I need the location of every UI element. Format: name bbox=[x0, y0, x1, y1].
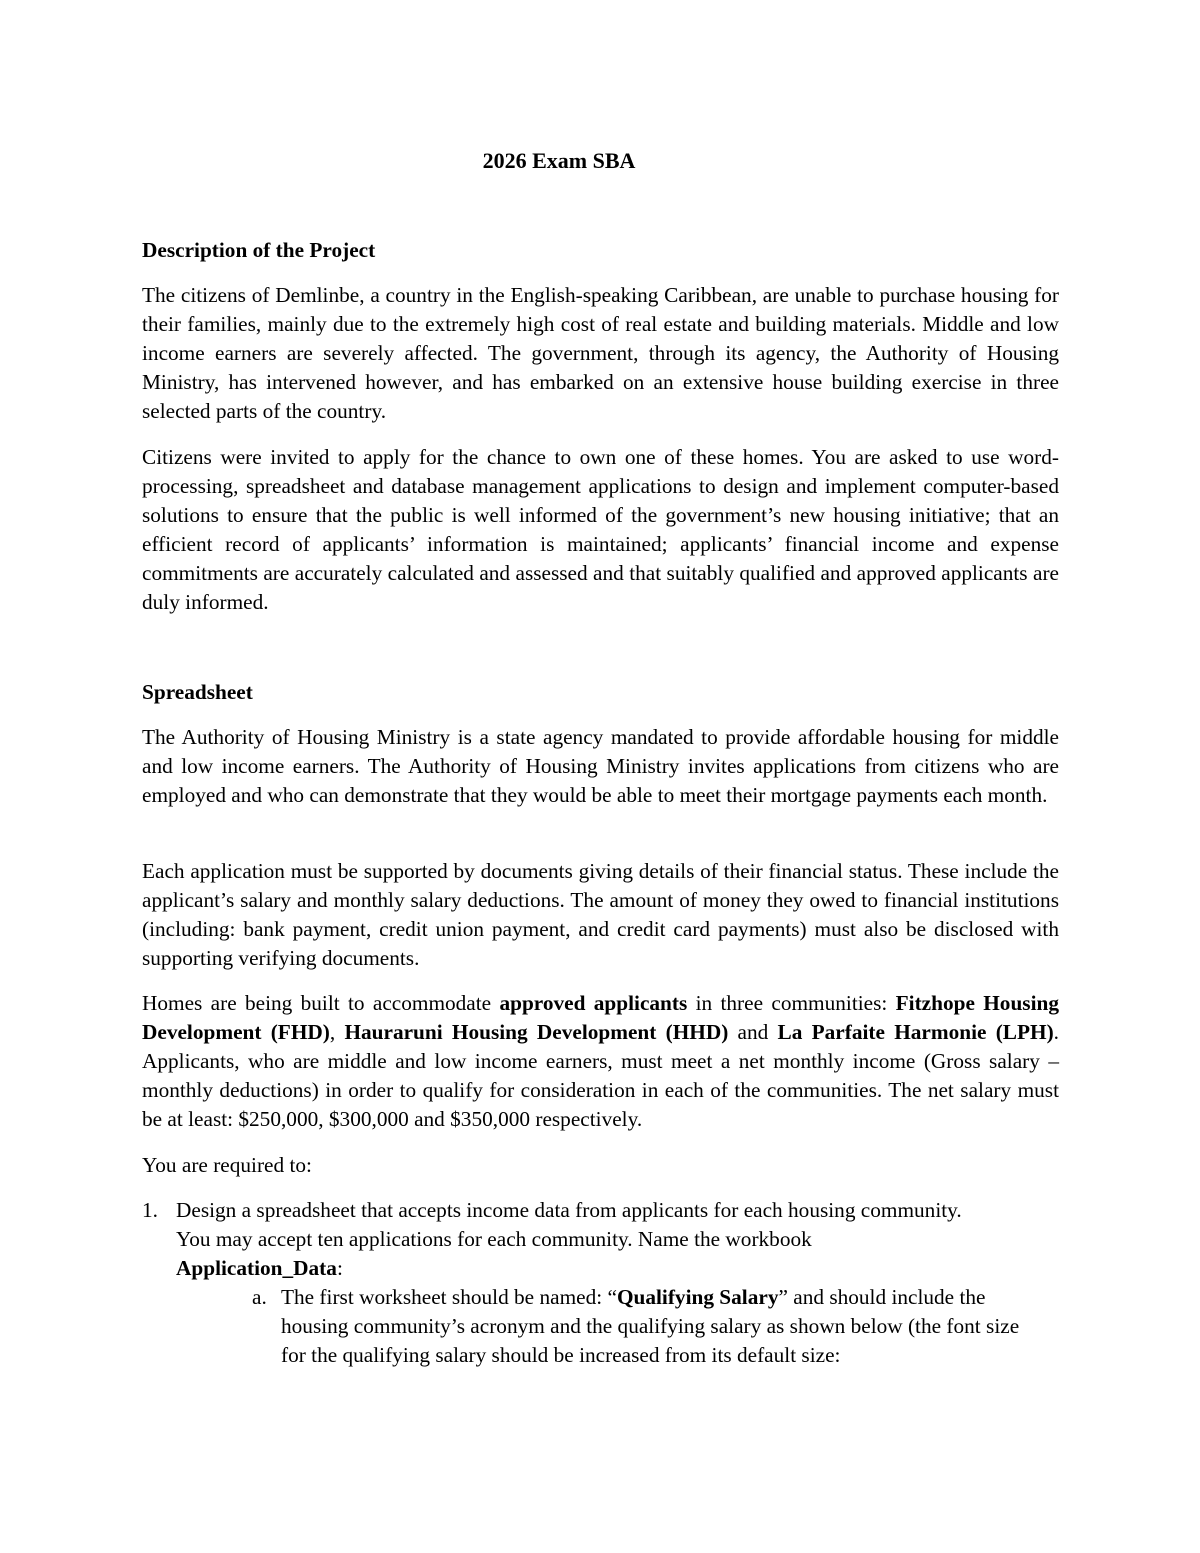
list-item-body bbox=[176, 1196, 1059, 1283]
spreadsheet-paragraph-2: Each application must be supported by documents giving details of their financial status. These include the applicant’s salary and monthly salary deductions. The amount of money they owed to financial institutions (including: bank payment, credit union payment, and credit card payments) must also be disclosed with supporting verifying documents. bbox=[142, 859, 1059, 970]
workbook-name-line bbox=[176, 1254, 1059, 1283]
approved-applicants-bold: approved applicants bbox=[499, 991, 688, 1015]
sub-item-letter: a. bbox=[252, 1285, 267, 1309]
p3-text-and: and bbox=[728, 1020, 778, 1044]
section-heading-spreadsheet: Spreadsheet bbox=[142, 680, 253, 704]
qualifying-salary-bold: Qualifying Salary bbox=[616, 1285, 779, 1309]
description-paragraph-2: Citizens were invited to apply for the chance to own one of these homes. You are asked to use word-processing, spreadsheet and database management applications to design and implement computer-based solutions to ensure that the public is well informed of the government’s new housing initiative; that an efficient record of applicants’ information is maintained; applicants’ financial income and expense commitments are accurately calculated and assessed and that suitably qualified and approved applicants are duly informed. bbox=[142, 445, 1059, 614]
description-paragraph-1: The citizens of Demlinbe, a country in the English-speaking Caribbean, are unable to purchase housing for their families, mainly due to the extremely high cost of real estate and building materials. Middle and low income earners are severely affected. The government, through its agency, the Authority of Housing Ministry, has intervened however, and has embarked on an extensive house building exercise in three selected parts of the country. bbox=[142, 283, 1059, 423]
spreadsheet-paragraph-3 bbox=[142, 989, 1059, 1134]
fhd-community-bold: Fitzhope Housing Development (FHD) bbox=[142, 991, 1059, 1044]
p3-text-after: . Applicants, who are middle and low income earners, must meet a net monthly income (Gross salary – monthly deductions) in order to qualify for consideration in each of the communities. The net salary must be at least: $250,000, $300,000 and $350,000 respectively. bbox=[142, 1020, 1059, 1131]
list-item-line-1: Design a spreadsheet that accepts income data from applicants for each housing community. bbox=[176, 1198, 962, 1222]
sub-item-body bbox=[281, 1283, 1041, 1370]
list-item-line-2: You may accept ten applications for each community. Name the workbook bbox=[176, 1227, 812, 1251]
spreadsheet-paragraph-4: You are required to: bbox=[142, 1153, 312, 1177]
spreadsheet-paragraph-1: The Authority of Housing Ministry is a state agency mandated to provide affordable housing for middle and low income earners. The Authority of Housing Ministry invites applications from citizens who are employed and who can demonstrate that they would be able to meet their mortgage payments each month. bbox=[142, 725, 1059, 807]
workbook-name-suffix: : bbox=[336, 1256, 343, 1280]
section-heading-description: Description of the Project bbox=[142, 238, 376, 262]
lph-community-bold: La Parfaite Harmonie (LPH) bbox=[777, 1020, 1054, 1044]
sub-item-text-before: The first worksheet should be named: “ bbox=[281, 1285, 617, 1309]
document-title: 2026 Exam SBA bbox=[482, 148, 636, 173]
workbook-name: Application_Data bbox=[176, 1256, 337, 1280]
list-number: 1. bbox=[142, 1198, 158, 1222]
hhd-community-bold: Hauraruni Housing Development (HHD) bbox=[344, 1020, 729, 1044]
p3-text-comma: , bbox=[329, 1020, 345, 1044]
p3-text-mid: in three communities: bbox=[687, 991, 896, 1015]
p3-text-before: Homes are being built to accommodate bbox=[142, 991, 500, 1015]
sub-item-text-after: ” and should include the housing community’s acronym and the qualifying salary as shown below (the font size for the qualifying salary should be increased from its default size: bbox=[281, 1285, 1020, 1367]
